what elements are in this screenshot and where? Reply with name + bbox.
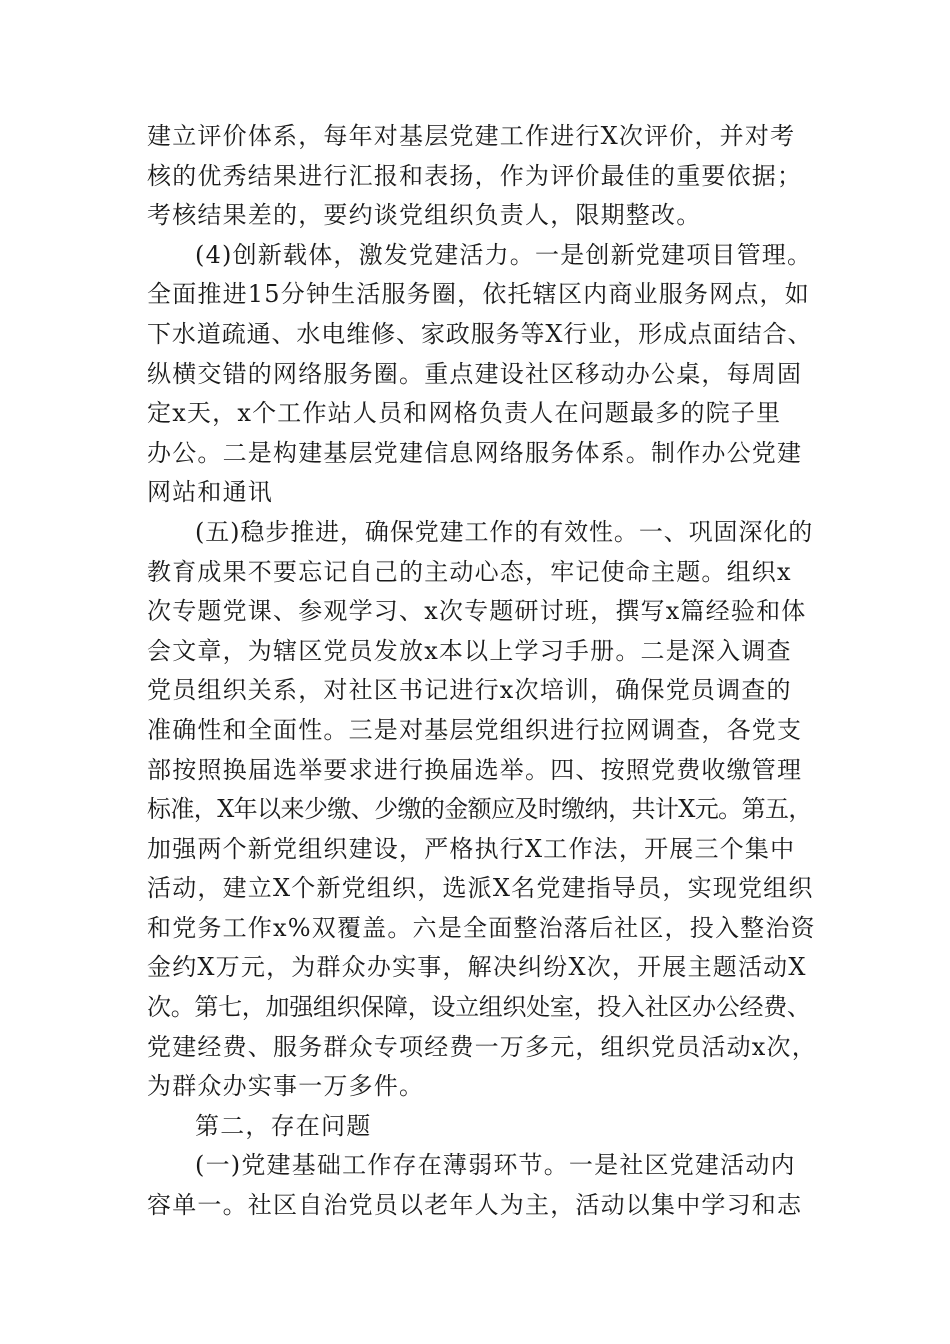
- text-line: 党员组织关系，对社区书记进行x次培训，确保党员调查的: [147, 676, 792, 705]
- text-line: 和党务工作x%双覆盖。六是全面整治落后社区，投入整治资: [147, 913, 816, 942]
- text-line: 次专题党课、参观学习、x次专题研讨班，撰写x篇经验和体: [147, 597, 807, 626]
- text-line: 党建经费、服务群众专项经费一万多元，组织党员活动x次，: [147, 1032, 817, 1061]
- text-line: 部按照换届选举要求进行换届选举。四、按照党费收缴管理: [147, 755, 803, 784]
- text-line: 活动，建立X个新党组织，选派X名党建指导员，实现党组织: [147, 874, 814, 903]
- document-body-text: [147, 117, 817, 1226]
- text-line: 会文章，为辖区党员发放x本以上学习手册。二是深入调查: [147, 636, 792, 665]
- text-line: 金约X万元，为群众办实事，解决纠纷X次，开展主题活动X: [147, 953, 807, 982]
- text-line: 下水道疏通、水电维修、家政服务等X行业，形成点面结合、: [147, 319, 813, 348]
- text-line: 准确性和全面性。三是对基层党组织进行拉网调查，各党支: [147, 715, 803, 744]
- text-line: 建立评价体系，每年对基层党建工作进行X次评价，并对考: [147, 122, 796, 150]
- text-line: 次。第七，加强组织保障，设立组织处室，投入社区办公经费、: [147, 993, 811, 1022]
- text-line: 网站和通讯: [147, 478, 273, 507]
- text-line: 定x天，x个工作站人员和网格负责人在问题最多的院子里: [147, 399, 782, 428]
- text-line: 为群众办实事一万多件。: [147, 1072, 425, 1101]
- text-line: 加强两个新党组织建设，严格执行X工作法，开展三个集中: [147, 834, 796, 863]
- text-line: (五)稳步推进，确保党建工作的有效性。一、巩固深化的: [195, 517, 814, 546]
- text-line: (一)党建基础工作存在薄弱环节。一是社区党建活动内: [195, 1151, 796, 1180]
- text-line: 标准，X年以来少缴、少缴的金额应及时缴纳，共计X元。第五，: [147, 795, 812, 824]
- text-line: 全面推进15分钟生活服务圈，依托辖区内商业服务网点，如: [147, 280, 810, 309]
- text-line: 第二，存在问题: [195, 1111, 372, 1140]
- text-line: 教育成果不要忘记自己的主动心态，牢记使命主题。组织x: [147, 557, 792, 586]
- text-line: 考核结果差的，要约谈党组织负责人，限期整改。: [147, 201, 702, 230]
- text-line: 办公。二是构建基层党建信息网络服务体系。制作办公党建: [147, 438, 803, 467]
- text-line: 容单一。社区自治党员以老年人为主，活动以集中学习和志: [147, 1191, 803, 1220]
- text-line: (4)创新载体，激发党建活力。一是创新党建项目管理。: [195, 240, 813, 269]
- text-line: 核的优秀结果进行汇报和表扬，作为评价最佳的重要依据；: [147, 161, 803, 190]
- text-line: 纵横交错的网络服务圈。重点建设社区移动办公桌，每周固: [147, 359, 803, 388]
